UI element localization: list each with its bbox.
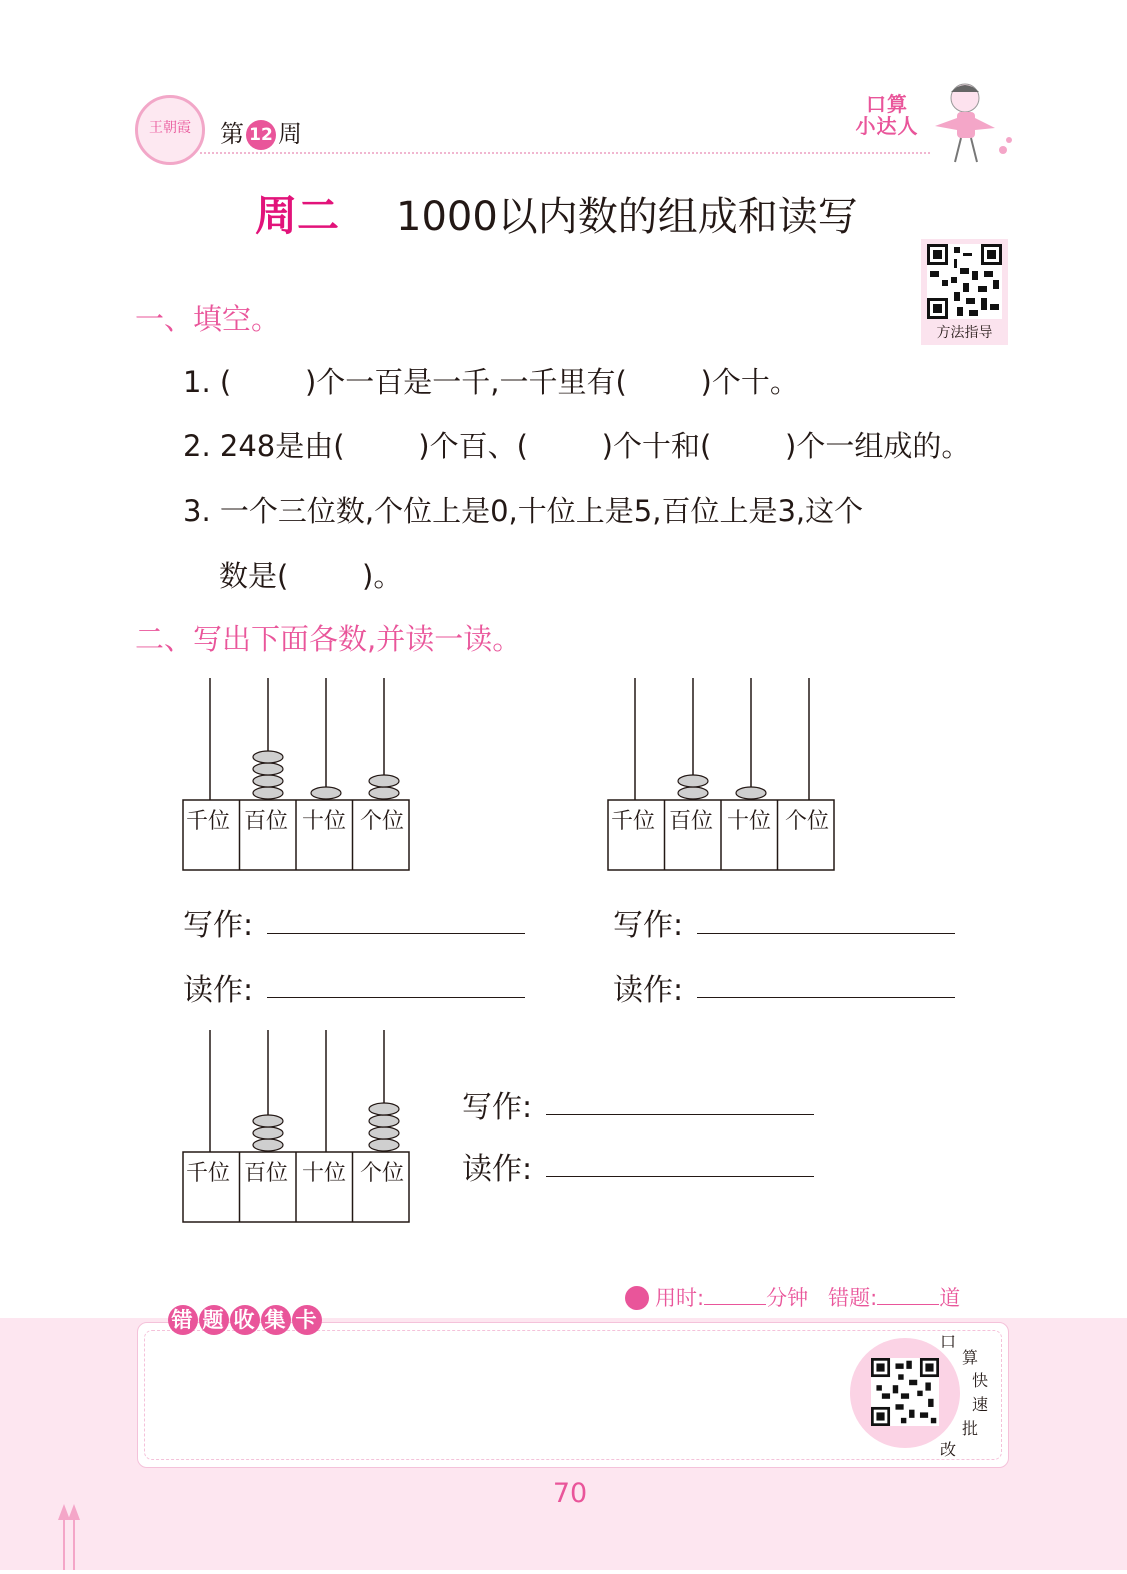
abacus-2 bbox=[605, 676, 837, 876]
week-number-badge: 12 bbox=[246, 120, 276, 150]
abacus-bead bbox=[369, 1103, 399, 1115]
logo-text: 王朝霞 bbox=[149, 120, 191, 136]
quick-grading-label-1: 口 bbox=[940, 1332, 957, 1351]
week-prefix: 第 bbox=[220, 120, 244, 148]
week-suffix: 周 bbox=[278, 120, 302, 148]
week-label bbox=[220, 114, 302, 150]
page-number: 70 bbox=[552, 1478, 588, 1509]
write-line-2[interactable] bbox=[697, 933, 955, 934]
minutes-unit: 分钟 bbox=[766, 1286, 809, 1310]
page-title: 1000以内数的组成和读写 bbox=[396, 194, 858, 240]
quick-grading-label-2: 算 bbox=[962, 1348, 979, 1367]
error-card-title: 错 题 收 集 卡 bbox=[160, 1303, 331, 1337]
abacus-bead bbox=[311, 787, 341, 799]
abacus-bead bbox=[736, 787, 766, 799]
abacus-bead bbox=[253, 1127, 283, 1139]
read-label-3: 读作: bbox=[462, 1152, 533, 1187]
abacus-bead bbox=[369, 1115, 399, 1127]
abacus-bead bbox=[253, 1139, 283, 1151]
read-label-2: 读作: bbox=[613, 973, 684, 1008]
qr-code-icon bbox=[927, 244, 1002, 319]
place-label-tens: 十位 bbox=[301, 809, 346, 834]
header-divider bbox=[200, 152, 930, 154]
place-label-thousands: 千位 bbox=[610, 809, 655, 834]
abacus-bead bbox=[369, 775, 399, 787]
section1-heading: 一、填空。 bbox=[135, 302, 281, 336]
abacus-bead bbox=[369, 787, 399, 799]
place-label-hundreds: 百位 bbox=[668, 809, 713, 834]
section2-heading: 二、写出下面各数,并读一读。 bbox=[135, 622, 522, 656]
read-line-3[interactable] bbox=[546, 1176, 814, 1177]
abacus-bead bbox=[678, 787, 708, 799]
place-label-hundreds: 百位 bbox=[243, 1161, 288, 1186]
stopwatch-icon bbox=[625, 1286, 649, 1310]
place-label-thousands: 千位 bbox=[185, 1161, 230, 1186]
time-error-tracker bbox=[625, 1282, 960, 1312]
errors-label: 错题: bbox=[828, 1286, 878, 1310]
place-label-hundreds: 百位 bbox=[243, 809, 288, 834]
method-guide-qr[interactable] bbox=[921, 239, 1008, 345]
qr-caption: 方法指导 bbox=[936, 325, 993, 341]
place-label-thousands: 千位 bbox=[185, 809, 230, 834]
abacus-bead bbox=[253, 1115, 283, 1127]
write-label-1: 写作: bbox=[183, 908, 254, 943]
place-label-tens: 十位 bbox=[301, 1161, 346, 1186]
write-label-3: 写作: bbox=[462, 1090, 533, 1125]
abacus-bead bbox=[253, 763, 283, 775]
abacus-bead bbox=[369, 1127, 399, 1139]
brand-line-2: 小达人 bbox=[855, 114, 919, 138]
abacus-3 bbox=[180, 1028, 412, 1228]
abacus-bead bbox=[369, 1139, 399, 1151]
decorative-arrows-icon bbox=[50, 1500, 90, 1574]
question-3: 3. 一个三位数,个位上是0,十位上是5,百位上是3,这个 bbox=[183, 494, 864, 528]
place-label-ones: 个位 bbox=[359, 1161, 404, 1186]
quick-grading-label-5: 批 bbox=[962, 1419, 979, 1438]
write-label-2: 写作: bbox=[613, 908, 684, 943]
write-line-3[interactable] bbox=[546, 1114, 814, 1115]
abacus-bead bbox=[253, 787, 283, 799]
abacus-bead bbox=[678, 775, 708, 787]
brand-logo bbox=[852, 93, 922, 137]
brand-line-1: 口算 bbox=[866, 92, 908, 116]
mascot-illustration bbox=[925, 78, 1015, 168]
write-line-1[interactable] bbox=[267, 933, 525, 934]
place-label-ones: 个位 bbox=[784, 809, 829, 834]
read-label-1: 读作: bbox=[183, 973, 254, 1008]
time-label: 用时: bbox=[655, 1286, 705, 1310]
errors-unit: 道 bbox=[939, 1286, 961, 1310]
time-blank[interactable] bbox=[704, 1304, 766, 1305]
quick-grading-label-4: 速 bbox=[972, 1395, 989, 1414]
place-label-ones: 个位 bbox=[359, 809, 404, 834]
title-day: 周二 bbox=[255, 191, 340, 240]
abacus-bead bbox=[253, 751, 283, 763]
abacus-1 bbox=[180, 676, 412, 876]
place-label-tens: 十位 bbox=[726, 809, 771, 834]
question-2: 2. 248是由( )个百、( )个十和( )个一组成的。 bbox=[183, 429, 971, 463]
quick-grading-qr[interactable] bbox=[871, 1358, 939, 1430]
question-1: 1. ( )个一百是一千,一千里有( )个十。 bbox=[183, 365, 799, 399]
abacus-bead bbox=[253, 775, 283, 787]
quick-grading-label-3: 快 bbox=[972, 1371, 989, 1390]
read-line-2[interactable] bbox=[697, 997, 955, 998]
question-3-cont: 数是( )。 bbox=[219, 559, 403, 593]
errors-blank[interactable] bbox=[877, 1304, 939, 1305]
logo bbox=[135, 95, 205, 165]
qr-code-icon bbox=[871, 1358, 939, 1426]
quick-grading-label-6: 改 bbox=[940, 1440, 957, 1459]
read-line-1[interactable] bbox=[267, 997, 525, 998]
